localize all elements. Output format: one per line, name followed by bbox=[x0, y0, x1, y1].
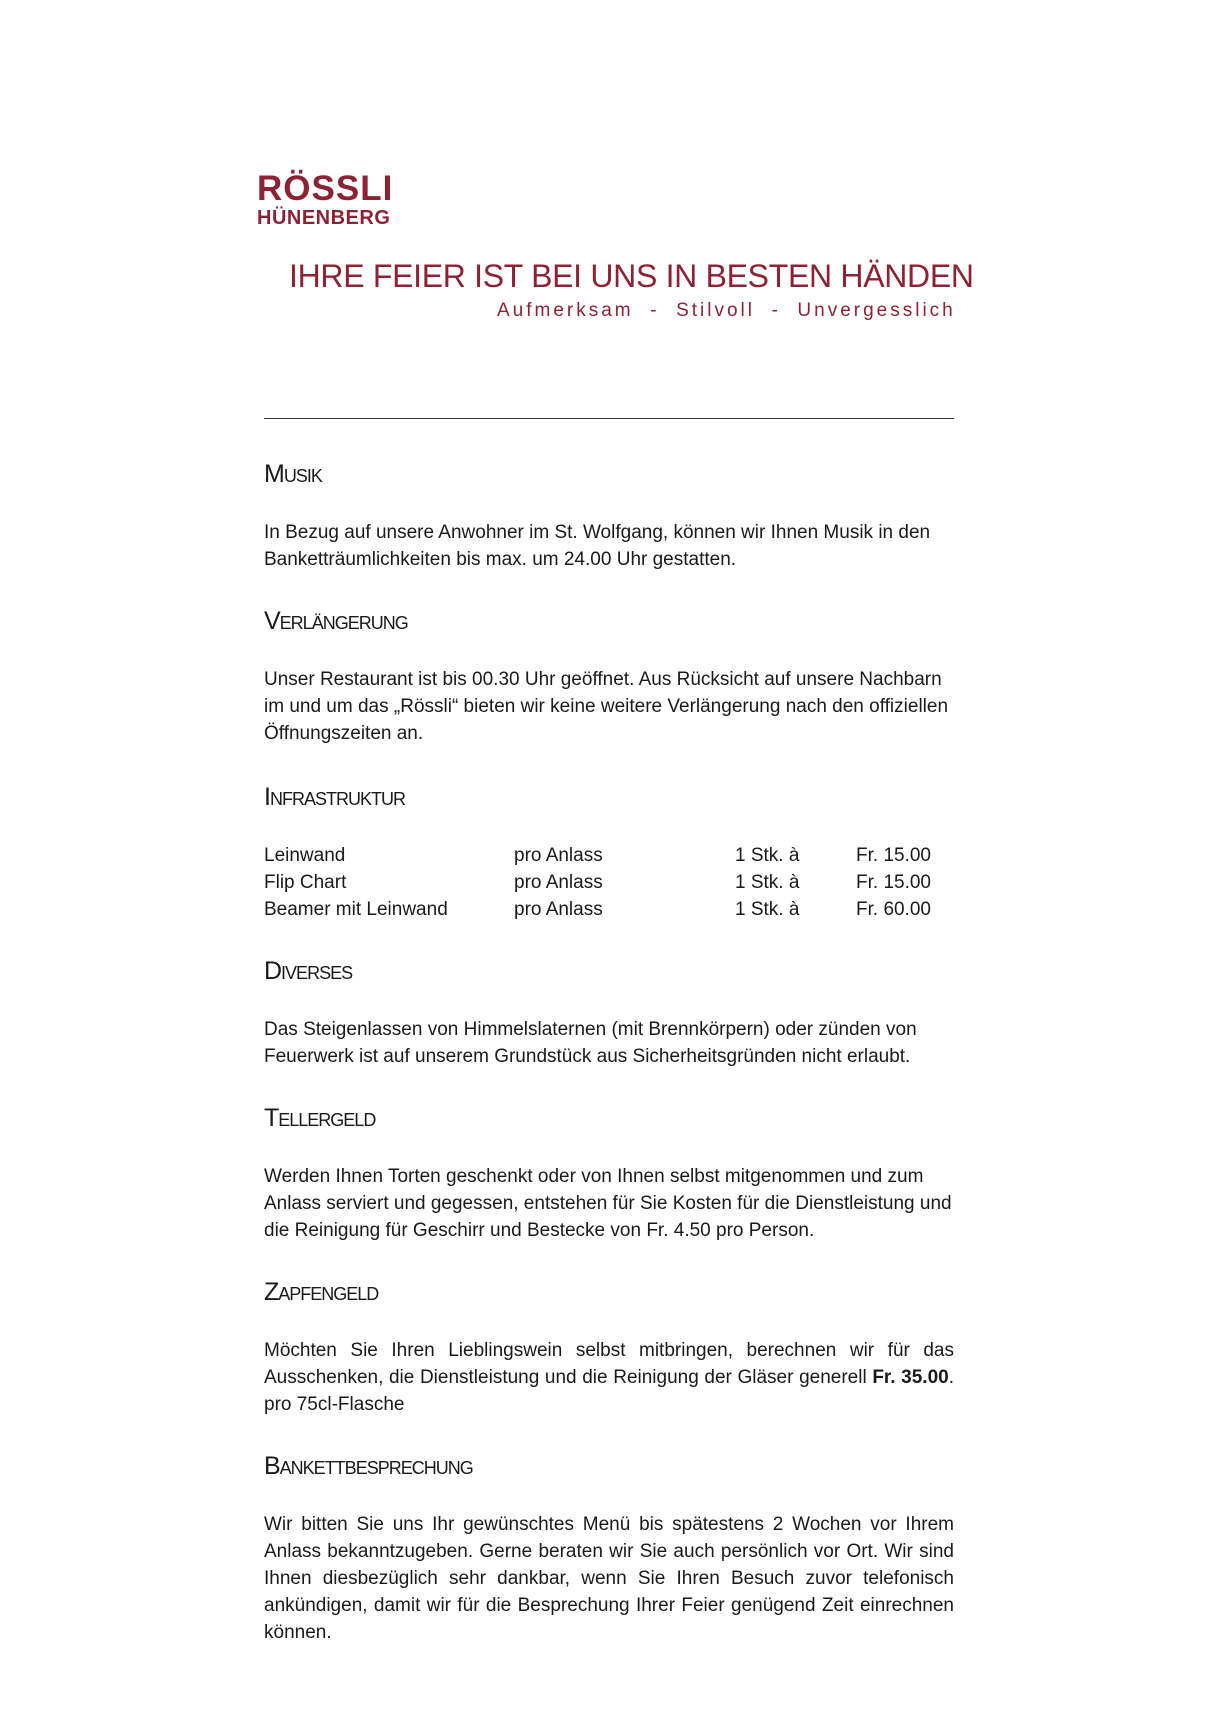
text-before: Möchten Sie Ihren Lieblingswein selbst mitbringen, berechnen wir für das Ausschenken, die Dienstleistung und die Reinigung der Gläser generell bbox=[264, 1340, 954, 1388]
section-title: Musik bbox=[264, 460, 322, 488]
section-title: Verlängerung bbox=[264, 607, 408, 635]
item-name: Leinwand bbox=[264, 845, 346, 866]
section-title: Zapfengeld bbox=[264, 1278, 379, 1306]
section-text: Wir bitten Sie uns Ihr gewünschtes Menü bis spätestens 2 Wochen vor Ihrem Anlass bekanntzugeben. Gerne beraten wir Sie auch persönlich vor Ort. Wir sind Ihnen diesbezüglich sehr dankbar, wenn Sie Ihren Besuch zuvor telefonisch ankündigen, damit wir für die Besprechung Ihrer Feier genügend Zeit einrechnen können. bbox=[264, 1514, 954, 1643]
item-unit: pro Anlass bbox=[514, 899, 603, 920]
infrastructure-price-table bbox=[264, 842, 954, 923]
section-text: Das Steigenlassen von Himmelslaternen (mit Brennkörpern) oder zünden von Feuerwerk ist auf unserem Grundstück aus Sicherheitsgründen nicht erlaubt. bbox=[264, 1019, 917, 1067]
item-quantity: 1 Stk. à bbox=[735, 845, 800, 866]
item-unit: pro Anlass bbox=[514, 872, 603, 893]
section-infrastruktur bbox=[264, 775, 954, 923]
item-quantity: 1 Stk. à bbox=[735, 872, 800, 893]
section-verlaengerung bbox=[264, 599, 954, 747]
section-zapfengeld bbox=[264, 1270, 954, 1418]
section-tellergeld bbox=[264, 1096, 954, 1244]
page-headline: IHRE FEIER IST BEI UNS IN BESTEN HÄNDEN bbox=[289, 258, 974, 294]
section-diverses bbox=[264, 949, 954, 1070]
page-tagline: Aufmerksam - Stilvoll - Unvergesslich bbox=[497, 300, 956, 321]
item-price: Fr. 60.00 bbox=[856, 899, 931, 920]
section-title: Diverses bbox=[264, 957, 353, 985]
item-quantity: 1 Stk. à bbox=[735, 899, 800, 920]
table-row bbox=[264, 842, 954, 869]
section-text: Werden Ihnen Torten geschenkt oder von Ihnen selbst mitgenommen und zum Anlass serviert und gegessen, entstehen für Sie Kosten für die Dienstleistung und die Reinigung für Geschirr und Bestecke von Fr. 4.50 pro Person. bbox=[264, 1166, 952, 1241]
section-title: Infrastruktur bbox=[264, 783, 405, 811]
header-divider bbox=[264, 418, 954, 419]
item-name: Beamer mit Leinwand bbox=[264, 899, 448, 920]
item-unit: pro Anlass bbox=[514, 845, 603, 866]
text-after: . pro 75cl-Flasche bbox=[264, 1367, 954, 1415]
item-name: Flip Chart bbox=[264, 872, 347, 893]
table-row bbox=[264, 896, 954, 923]
section-text: In Bezug auf unsere Anwohner im St. Wolfgang, können wir Ihnen Musik in den Banketträumlichkeiten bis max. um 24.00 Uhr gestatten. bbox=[264, 522, 931, 570]
section-text: Unser Restaurant ist bis 00.30 Uhr geöffnet. Aus Rücksicht auf unsere Nachbarn im und um das „Rössli“ bieten wir keine weitere Verlängerung nach den offiziellen Öffnungszeiten an. bbox=[264, 669, 949, 744]
document-body bbox=[264, 452, 954, 1646]
logo-title: RÖSSLI bbox=[257, 169, 394, 208]
item-price: Fr. 15.00 bbox=[856, 845, 931, 866]
section-text bbox=[264, 1337, 954, 1418]
section-title: Bankettbesprechung bbox=[264, 1452, 473, 1480]
logo-subtitle: HÜNENBERG bbox=[257, 207, 391, 229]
section-title: Tellergeld bbox=[264, 1104, 376, 1132]
section-musik bbox=[264, 452, 954, 573]
section-bankettbesprechung bbox=[264, 1444, 954, 1646]
item-price: Fr. 15.00 bbox=[856, 872, 931, 893]
corkage-price: Fr. 35.00 bbox=[872, 1367, 949, 1388]
table-row bbox=[264, 869, 954, 896]
logo bbox=[257, 171, 393, 228]
